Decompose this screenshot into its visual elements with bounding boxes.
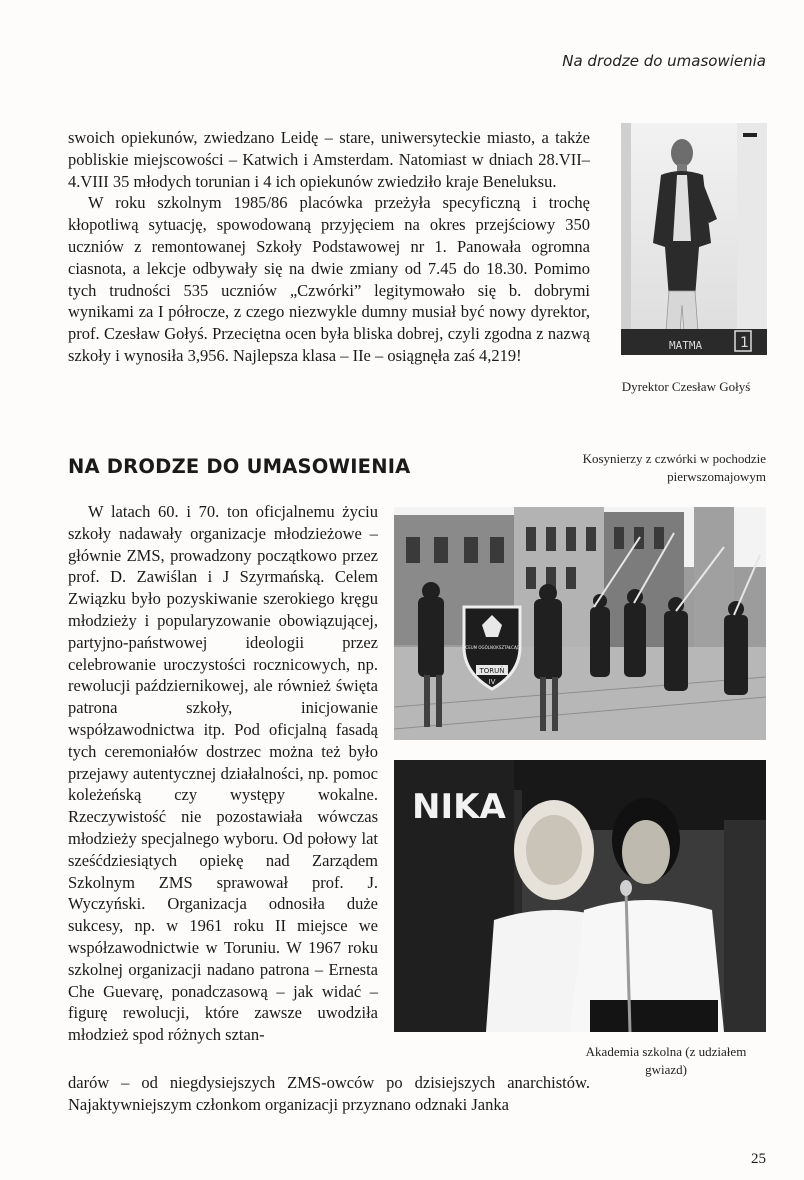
intro-text [68,127,590,367]
shield-bottom-text: TORUŃ [479,667,505,675]
paragraph: W latach 60. i 70. ton oficjalnemu życiu szkoły nadawały organizacje młodzieżowe – głównie ZMS, prowadzony początkowo przez prof. D. Zawiślan i J Szyrmańską. Celem Związku było pozyskiwanie szerokiego kręgu młodzieży i popularyzowanie obowiązującej, partyjno-państwowej ideologii przez celebrowanie uroczystości rocznicowych, np. rewolucji październikowej, ale również święta patrona szkoły, inicjowanie współzawodnictwa itp. Pod oficjalną fasadą tych ceremoniałów dostrzec można też było przejawy autentycznej działalności, np. pomoc koleżeńską czy występy wokalne. Rzeczywistość nie pozostawiała wówczas młodzieży specjalnego wyboru. Od połowy lat sześćdziesiątych opiekę nad Zarządem Szkolnym ZMS sprawował prof. J. Wyczyński. Organizacja odnosiła duże sukcesy, np. w 1961 roku II miejsce we współzawodnictwie w Toruniu. W 1967 roku szkolnej organizacji nadano patrona – Ernesta Che Guevarę, ponadczasową – jak widać – figurę rewolucji, które zawsze uwodziła młodzież spod różnych sztan- [68,502,378,1045]
shield-number-text: IV [488,678,496,686]
parade-photo [394,507,766,740]
section-title: NA DRODZE DO UMASOWIENIA [68,455,411,478]
academy-photo [394,760,766,1032]
caption-parade: Kosynierzy z czwórki w pochodzie pierwszomajowym [582,451,766,484]
section-body-wide [68,1072,590,1116]
paragraph: W roku szkolnym 1985/86 placówka przeżyła specyficzną i trochę kłopotliwą sytuację, spowodowaną przyjęciem na okres przejściowy 350 uczniów z remontowanej Szkoły Podstawowej nr 1. Panowała ogromna ciasnota, a lekcje odbywały się na dwie zmiany od 7.45 do 18.30. Pomimo tych trudności 535 uczniów „Czwórki” legitymowało się b. dobrymi wynikami za I półrocze, z czego niezwykle dumny musiał być nowy dyrektor, prof. Czesław Gołyś. Przeciętna ocen była bliska dobrej, czyli zgodna z nazwą szkoły i wynosiła 3,956. Najlepsza klasa – IIe – osiągnęła zaś 4,219! [68,193,590,365]
shield-top-text: LICEUM OGÓLNOKSZTAŁCĄCE [462,645,522,650]
paragraph: darów – od niegdysiejszych ZMS-owców po dzisiejszych anarchistów. Najaktywniejszym członkom organizacji przyznano odznaki Janka [68,1073,590,1114]
running-head: Na drodze do umasowienia [562,52,766,70]
banner-text: NIKA [412,787,506,827]
caption-academy: Akademia szkolna (z udziałem gwiazd) [585,1044,747,1077]
board-number: 1 [740,335,749,351]
director-photo [621,123,767,355]
caption-director: Dyrektor Czesław Gołyś [621,379,751,394]
paragraph: swoich opiekunów, zwiedzano Leidę – stare, uniwersyteckie miasto, a także pobliskie miejscowości – Katwich i Amsterdam. Natomiast w dniach 28.VII–4.VIII 35 młodych torunian i 4 ich opiekunów zwiedziło kraje Beneluksu. [68,128,590,191]
page-number: 25 [751,1151,766,1167]
section-body-narrow [68,501,378,1046]
board-label: MATMA [669,339,703,352]
